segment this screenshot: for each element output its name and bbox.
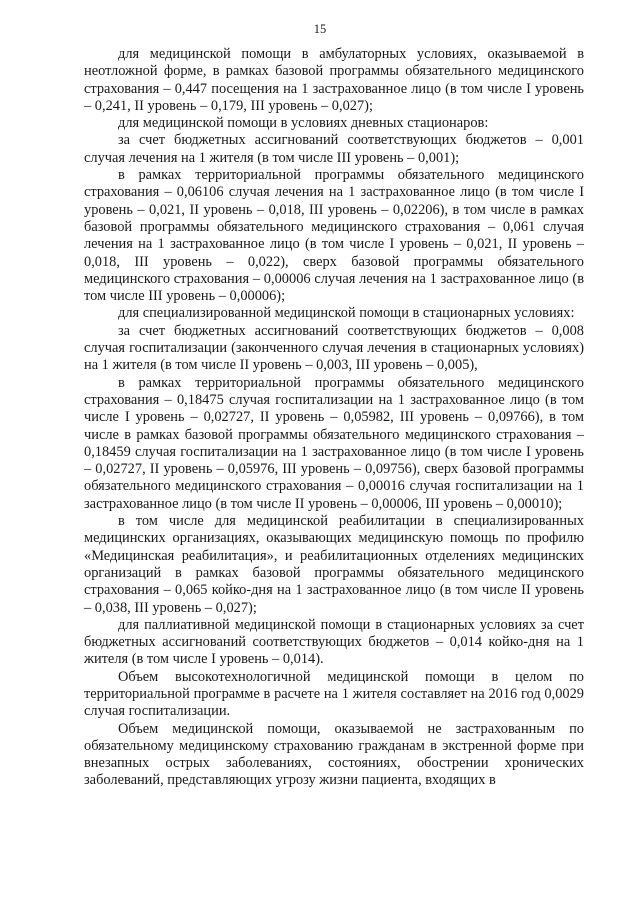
paragraph-palliative: для паллиативной медицинской помощи в стационарных условиях за счет бюджетных ассигнований соответствующих бюджетов – 0,014 койко-дня на 1 жителя (в том числе I уровень – 0,014). (84, 616, 584, 668)
paragraph-uninsured: Объем медицинской помощи, оказываемой не застрахованным по обязательному медицинскому страхованию гражданам в экстренной форме при внезапных острых заболеваниях, состояниях, обострении хронических заболеваний, представляющих угрозу жизни пациента, входящих в (84, 720, 584, 789)
paragraph-inpatient-budget: за счет бюджетных ассигнований соответствующих бюджетов – 0,008 случая госпитализации (законченного случая лечения в стационарных условиях) на 1 жителя (в том числе II уровень – 0,003, III уровень – 0,005), (84, 322, 584, 374)
paragraph-day-hospital-budget: за счет бюджетных ассигнований соответствующих бюджетов – 0,001 случая лечения на 1 жителя (в том числе III уровень – 0,001); (84, 132, 584, 166)
paragraph-high-tech: Объем высокотехнологичной медицинской помощи в целом по территориальной программе в расчете на 1 жителя составляет на 2016 год 0,0029 случая госпитализации. (84, 668, 584, 720)
paragraph-outpatient-emergency: для медицинской помощи в амбулаторных условиях, оказываемой в неотложной форме, в рамках базовой программы обязательного медицинского страхования – 0,447 посещения на 1 застрахованное лицо (в том числе I уровень – 0,241, II уровень – 0,179, III уровень – 0,027); (84, 46, 584, 114)
paragraph-rehabilitation: в том числе для медицинской реабилитации в специализированных медицинских организациях, оказывающих медицинскую помощь по профилю «Медицинская реабилитация», и реабилитационных отделениях медицинских организаций в рамках базовой программы обязательного медицинского страхования – 0,065 койко-дня на 1 застрахованное лицо (в том числе II уровень – 0,038, III уровень – 0,027); (84, 513, 584, 616)
body-text (84, 46, 584, 790)
paragraph-inpatient-heading: для специализированной медицинской помощи в стационарных условиях: (118, 305, 575, 322)
paragraph-inpatient-oms: в рамках территориальной программы обязательного медицинского страхования – 0,18475 случая госпитализации на 1 застрахованное лицо (в том числе I уровень – 0,02727, II уровень – 0,05982, III уровень – 0,09766), в том числе в рамках базовой программы обязательного медицинского страхования – 0,18459 случая госпитализации на 1 застрахованное лицо (в том числе I уровень – 0,02727, II уровень – 0,05976, III уровень – 0,09756), сверх базовой программы обязательного медицинского страхования – 0,00016 случая госпитализации на 1 застрахованное лицо (в том числе II уровень – 0,00006, III уровень – 0,00010); (84, 374, 584, 512)
paragraph-day-hospital-heading: для медицинской помощи в условиях дневных стационаров: (118, 115, 489, 132)
paragraph-day-hospital-oms: в рамках территориальной программы обязательного медицинского страхования – 0,06106 случая лечения на 1 застрахованное лицо (в том числе I уровень – 0,021, II уровень – 0,018, III уровень – 0,02206), в том числе в рамках базовой программы обязательного медицинского страхования – 0,061 случая лечения на 1 застрахованное лицо (в том числе I уровень – 0,021, II уровень – 0,018, III уровень – 0,022), сверх базовой программы обязательного медицинского страхования – 0,00006 случая лечения на 1 застрахованное лицо (в том числе III уровень – 0,00006); (84, 167, 584, 305)
page-number: 15 (313, 22, 327, 36)
